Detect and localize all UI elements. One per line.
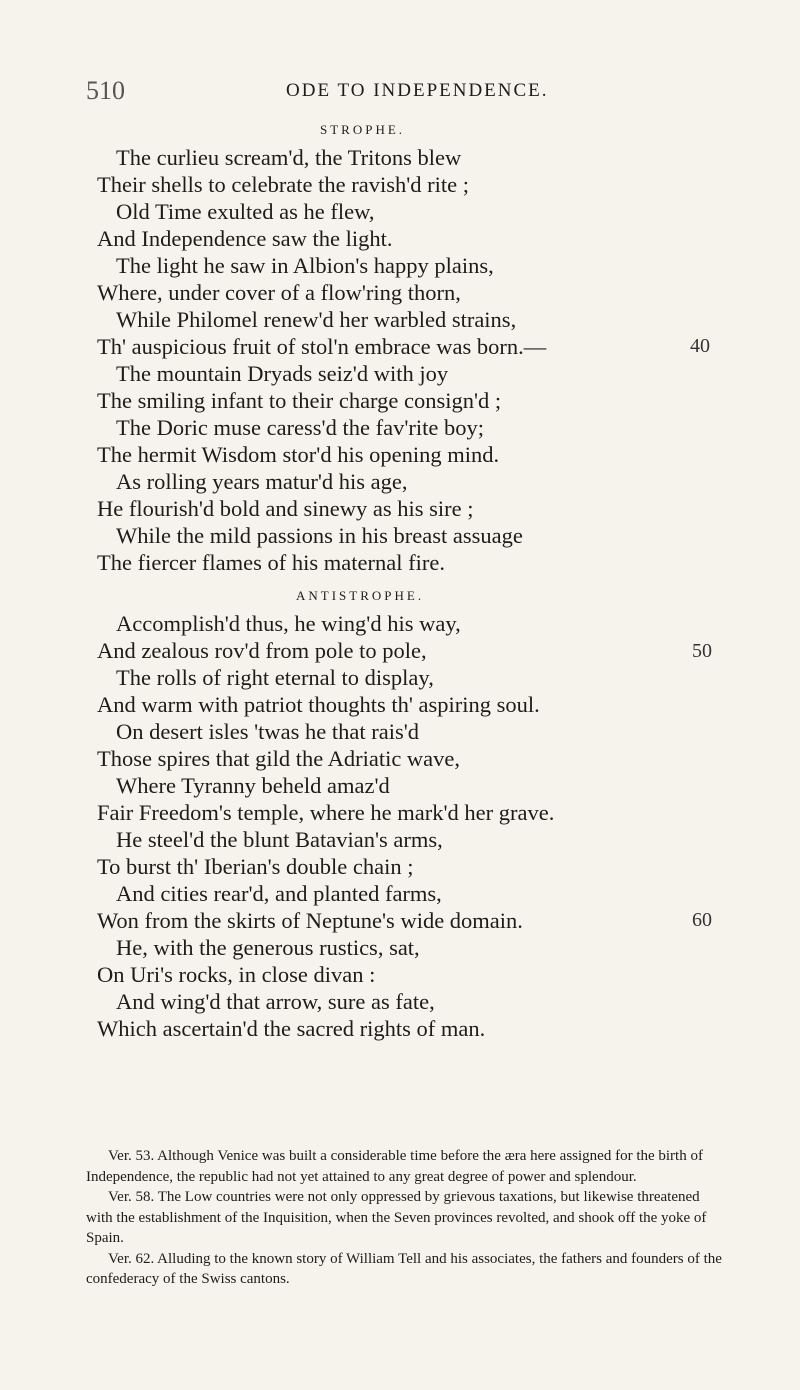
verse-line: And warm with patriot thoughts th' aspiring soul. [97, 692, 540, 717]
verse-line: On Uri's rocks, in close divan : [97, 962, 376, 987]
verse-line: Their shells to celebrate the ravish'd rite ; [97, 172, 470, 197]
verse-line: Won from the skirts of Neptune's wide domain. [97, 908, 523, 933]
verse-line: The hermit Wisdom stor'd his opening mind. [97, 442, 500, 467]
verse-line: While the mild passions in his breast assuage [116, 523, 523, 548]
verse-line: Where Tyranny beheld amaz'd [116, 773, 390, 798]
verse-line: And cities rear'd, and planted farms, [116, 881, 442, 906]
verse-line: The rolls of right eternal to display, [116, 665, 434, 690]
verse-line: The smiling infant to their charge consign'd ; [97, 388, 502, 413]
verse-line: While Philomel renew'd her warbled strains, [116, 307, 517, 332]
verse-line: And wing'd that arrow, sure as fate, [116, 989, 435, 1014]
line-number: 60 [692, 909, 712, 931]
strophe-heading: STROPHE. [320, 122, 406, 137]
verse-line: Th' auspicious fruit of stol'n embrace was born.— [97, 334, 547, 359]
line-number: 50 [692, 640, 712, 662]
footnote: Ver. 53. Although Venice was built a considerable time before the æra here assigned for the birth of Independence, the republic had not yet attained to any great degree of power and splendour. [86, 1148, 703, 1185]
verse-line: He flourish'd bold and sinewy as his sire ; [97, 496, 474, 521]
verse-line: Those spires that gild the Adriatic wave, [97, 746, 461, 771]
verse-line: To burst th' Iberian's double chain ; [97, 854, 414, 879]
verse-line: Fair Freedom's temple, where he mark'd her grave. [97, 800, 555, 825]
verse-line: He, with the generous rustics, sat, [116, 935, 420, 960]
verse-line: And Independence saw the light. [97, 226, 393, 251]
line-number: 40 [690, 335, 710, 357]
verse-line: As rolling years matur'd his age, [116, 469, 408, 494]
verse-line: The fiercer flames of his maternal fire. [97, 550, 445, 575]
verse-line: Accomplish'd thus, he wing'd his way, [116, 611, 461, 636]
verse-line: The Doric muse caress'd the fav'rite boy; [116, 415, 484, 440]
verse-line: He steel'd the blunt Batavian's arms, [116, 827, 443, 852]
verse-line: The mountain Dryads seiz'd with joy [116, 361, 449, 386]
verse-line: On desert isles 'twas he that rais'd [116, 719, 420, 744]
footnote: Ver. 62. Alluding to the known story of William Tell and his associates, the fathers and founders of the confederacy of the Swiss cantons. [86, 1250, 722, 1287]
verse-line: Which ascertain'd the sacred rights of man. [97, 1016, 486, 1041]
footnote: Ver. 58. The Low countries were not only oppressed by grievous taxations, but likewise threatened with the establishment of the Inquisition, when the Seven provinces revolted, and shook off the yoke of Spain. [86, 1189, 707, 1246]
antistrophe-heading: ANTISTROPHE. [296, 588, 425, 603]
verse-line: The curlieu scream'd, the Tritons blew [116, 145, 462, 170]
footnotes [86, 1146, 722, 1290]
verse-line: And zealous rov'd from pole to pole, [97, 638, 427, 663]
verse-line: Where, under cover of a flow'ring thorn, [97, 280, 461, 305]
verse-line: The light he saw in Albion's happy plains, [116, 253, 494, 278]
verse-line: Old Time exulted as he flew, [116, 199, 375, 224]
page-number: 510 [86, 76, 125, 105]
running-title: ODE TO INDEPENDENCE. [286, 80, 549, 101]
